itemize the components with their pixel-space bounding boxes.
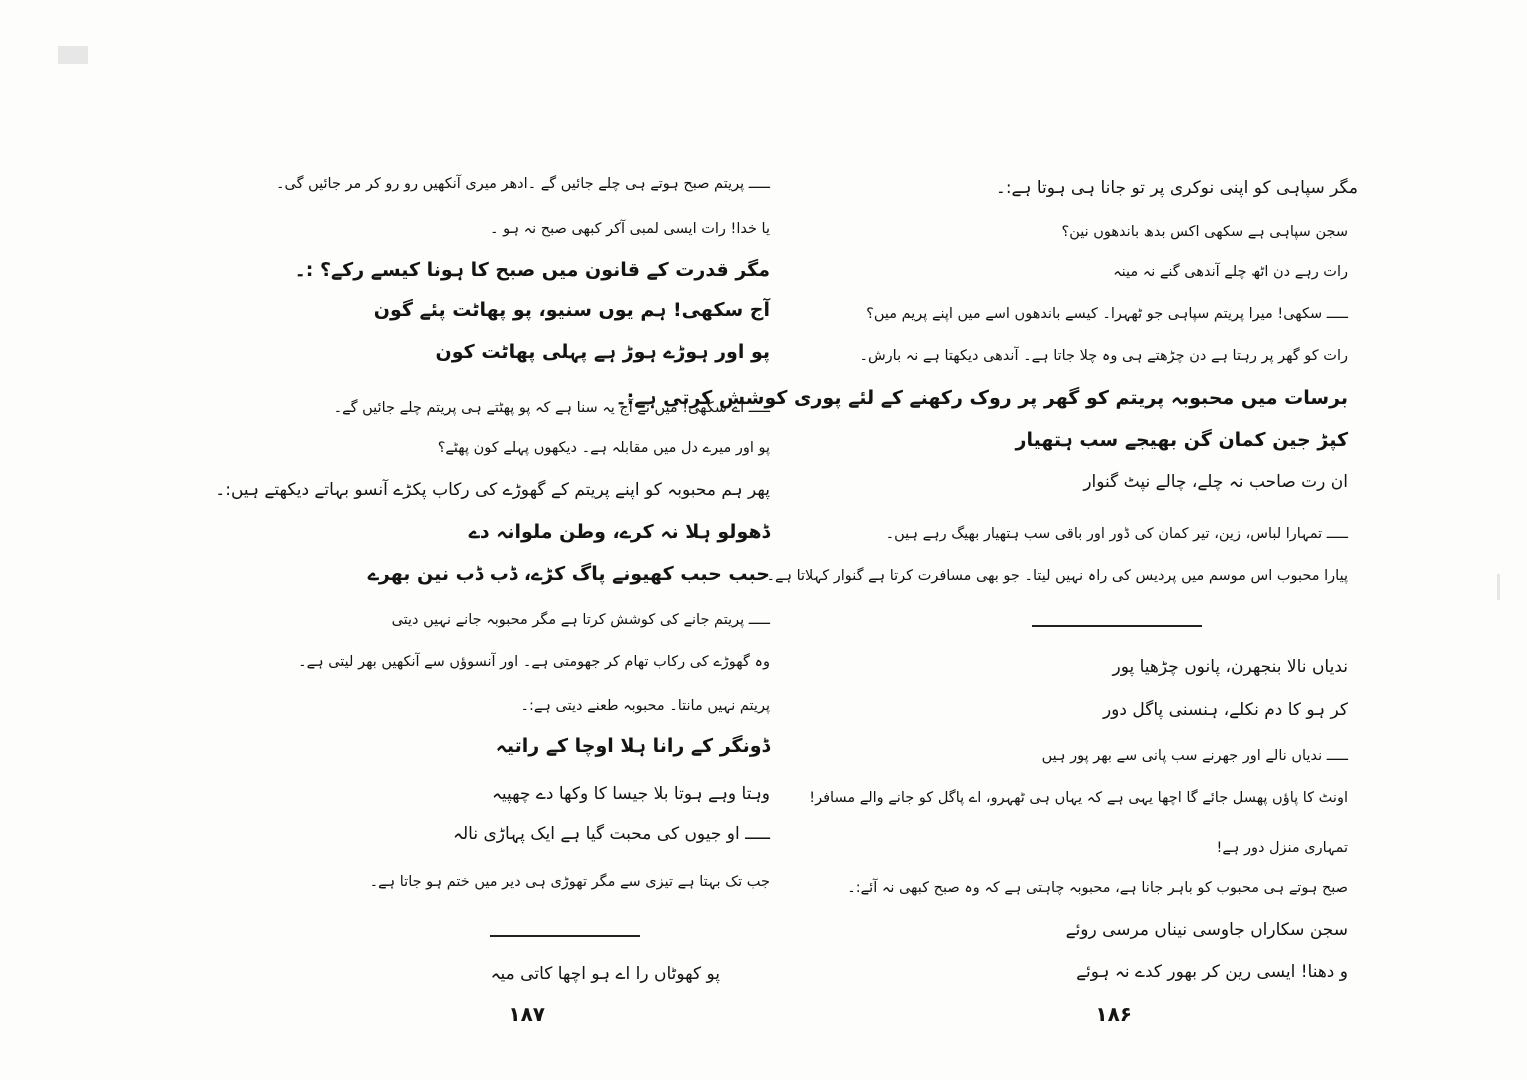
text-line: وہتا وہے ہوتا بلا جیسا کا وکھا دے چھپیہ xyxy=(491,784,770,804)
text-line: مگر سپاہی کو اپنی نوکری پر تو جانا ہی ہوتا ہے:۔ xyxy=(995,178,1358,198)
text-line: ان رت صاحب نہ چلے، چالے نپٹ گنوار xyxy=(1083,472,1348,492)
text-line: برسات میں محبوبہ پریتم کو گھر پر روک رکھنے کے لئے پوری کوشش کرتی ہے:۔ xyxy=(615,387,1348,409)
section-divider xyxy=(1032,625,1202,627)
text-line: جب تک بہتا ہے تیزی سے مگر تھوڑی ہی دیر میں ختم ہو جاتا ہے۔ xyxy=(369,874,770,890)
scan-edge-mark xyxy=(1497,574,1500,600)
closing-line: پو کھوٹاں را اے ہو اچھا کاتی میہ xyxy=(490,964,720,984)
text-line: کپڑ جین کمان گن بھیجے سب ہتھیار xyxy=(1015,429,1348,451)
text-line: اونٹ کا پاؤں پھسل جائے گا اچھا یہی ہے کہ یہاں ہی ٹھہرو، اے پاگل کو جانے والے مسافر! xyxy=(809,790,1348,806)
text-line: ڈونگر کے رانا ہلا اوچا کے راتیہ xyxy=(495,735,770,757)
text-line: آج سکھی! ہم یوں سنیو، پو پھاٹت پئے گون xyxy=(373,299,770,321)
text-line: و دھنا! ایسی رین کر بھور کدے نہ ہوئے xyxy=(1076,962,1348,982)
text-line: ـــــ ندیاں نالے اور جھرنے سب پانی سے بھر پور ہیں xyxy=(1041,748,1348,764)
text-line: حبب حبب کھیونے پاگ کڑے، ڈب ڈب نین بھرے xyxy=(367,563,770,585)
text-line: پیارا محبوب اس موسم میں پردیس کی راہ نہیں لیتا۔ جو بھی مسافرت کرتا ہے گنوار کہلاتا ہے۔ xyxy=(766,568,1348,584)
text-line: ـــــ اے سکھی! میں نے آج یہ سنا ہے کہ پو پھٹتے ہی پریتم چلے جائیں گے۔ xyxy=(333,400,770,416)
text-line: مگر قدرت کے قانون میں صبح کا ہونا کیسے رکے؟ :۔ xyxy=(294,259,770,281)
text-line: سجن سپاہی ہے سکھی اکس بدھ باندھوں نین؟ xyxy=(1061,224,1348,240)
text-line: ڈھولو ہلا نہ کرے، وطن ملوانہ دے xyxy=(468,521,770,543)
text-line: پو اور میرے دل میں مقابلہ ہے۔ دیکھوں پہلے کون پھٹے؟ xyxy=(437,440,770,456)
text-line: صبح ہوتے ہی محبوب کو باہر جانا ہے، محبوبہ چاہتی ہے کہ وہ صبح کبھی نہ آئے:۔ xyxy=(847,880,1348,896)
section-divider xyxy=(490,935,640,937)
text-line: پو اور ہوڑے ہوڑ ہے پہلی پھاٹت کون xyxy=(435,341,770,363)
text-line: ـــــ تمہارا لباس، زین، تیر کمان کی ڈور اور باقی سب ہتھیار بھیگ رہے ہیں۔ xyxy=(885,526,1348,542)
text-line: سجن سکاراں جاوسی نیناں مرسی روئے xyxy=(1065,920,1348,940)
page-number: ۱۸۶ xyxy=(1095,1002,1132,1026)
text-line: تمہاری منزل دور ہے! xyxy=(1216,840,1348,856)
text-line: ـــــ پریتم جانے کی کوشش کرتا ہے مگر محبوبہ جانے نہیں دیتی xyxy=(391,612,770,628)
text-line: پریتم نہیں مانتا۔ محبوبہ طعنے دیتی ہے:۔ xyxy=(520,698,770,714)
left-page xyxy=(215,150,770,1050)
text-line: ـــــ او جیوں کی محبت گیا ہے ایک پہاڑی نالہ xyxy=(453,824,770,844)
text-line: رات کو گھر پر رہتا ہے دن چڑھتے ہی وہ چلا جاتا ہے۔ آندھی دیکھتا ہے نہ بارش۔ xyxy=(859,348,1348,364)
text-line: ندیاں نالا بنجھرن، پانوں چڑھیا پور xyxy=(1112,657,1348,677)
scan-smudge xyxy=(58,46,88,64)
page-number: ۱۸۷ xyxy=(508,1002,545,1026)
text-line: ـــــ پریتم صبح ہوتے ہی چلے جائیں گے ۔ادھر میری آنکھیں رو رو کر مر جائیں گی۔ xyxy=(275,176,770,192)
text-line: یا خدا! رات ایسی لمبی آکر کبھی صبح نہ ہو ۔ xyxy=(489,221,770,237)
text-line: رات رہے دن اٹھ چلے آندھی گنے نہ مینہ xyxy=(1113,264,1348,280)
text-line: ـــــ سکھی! میرا پریتم سپاہی جو ٹھہرا۔ کیسے باندھوں اسے میں اپنے پریم میں؟ xyxy=(866,306,1348,322)
text-line: کر ہو کا دم نکلے، ہنسنی پاگل دور xyxy=(1102,700,1348,720)
text-line: پھر ہم محبوبہ کو اپنے پریتم کے گھوڑے کی رکاب پکڑے آنسو بہاتے دیکھتے ہیں:۔ xyxy=(215,480,770,500)
text-line: وہ گھوڑے کی رکاب تھام کر جھومتی ہے۔ اور آنسوؤں سے آنکھیں بھر لیتی ہے۔ xyxy=(298,654,770,670)
